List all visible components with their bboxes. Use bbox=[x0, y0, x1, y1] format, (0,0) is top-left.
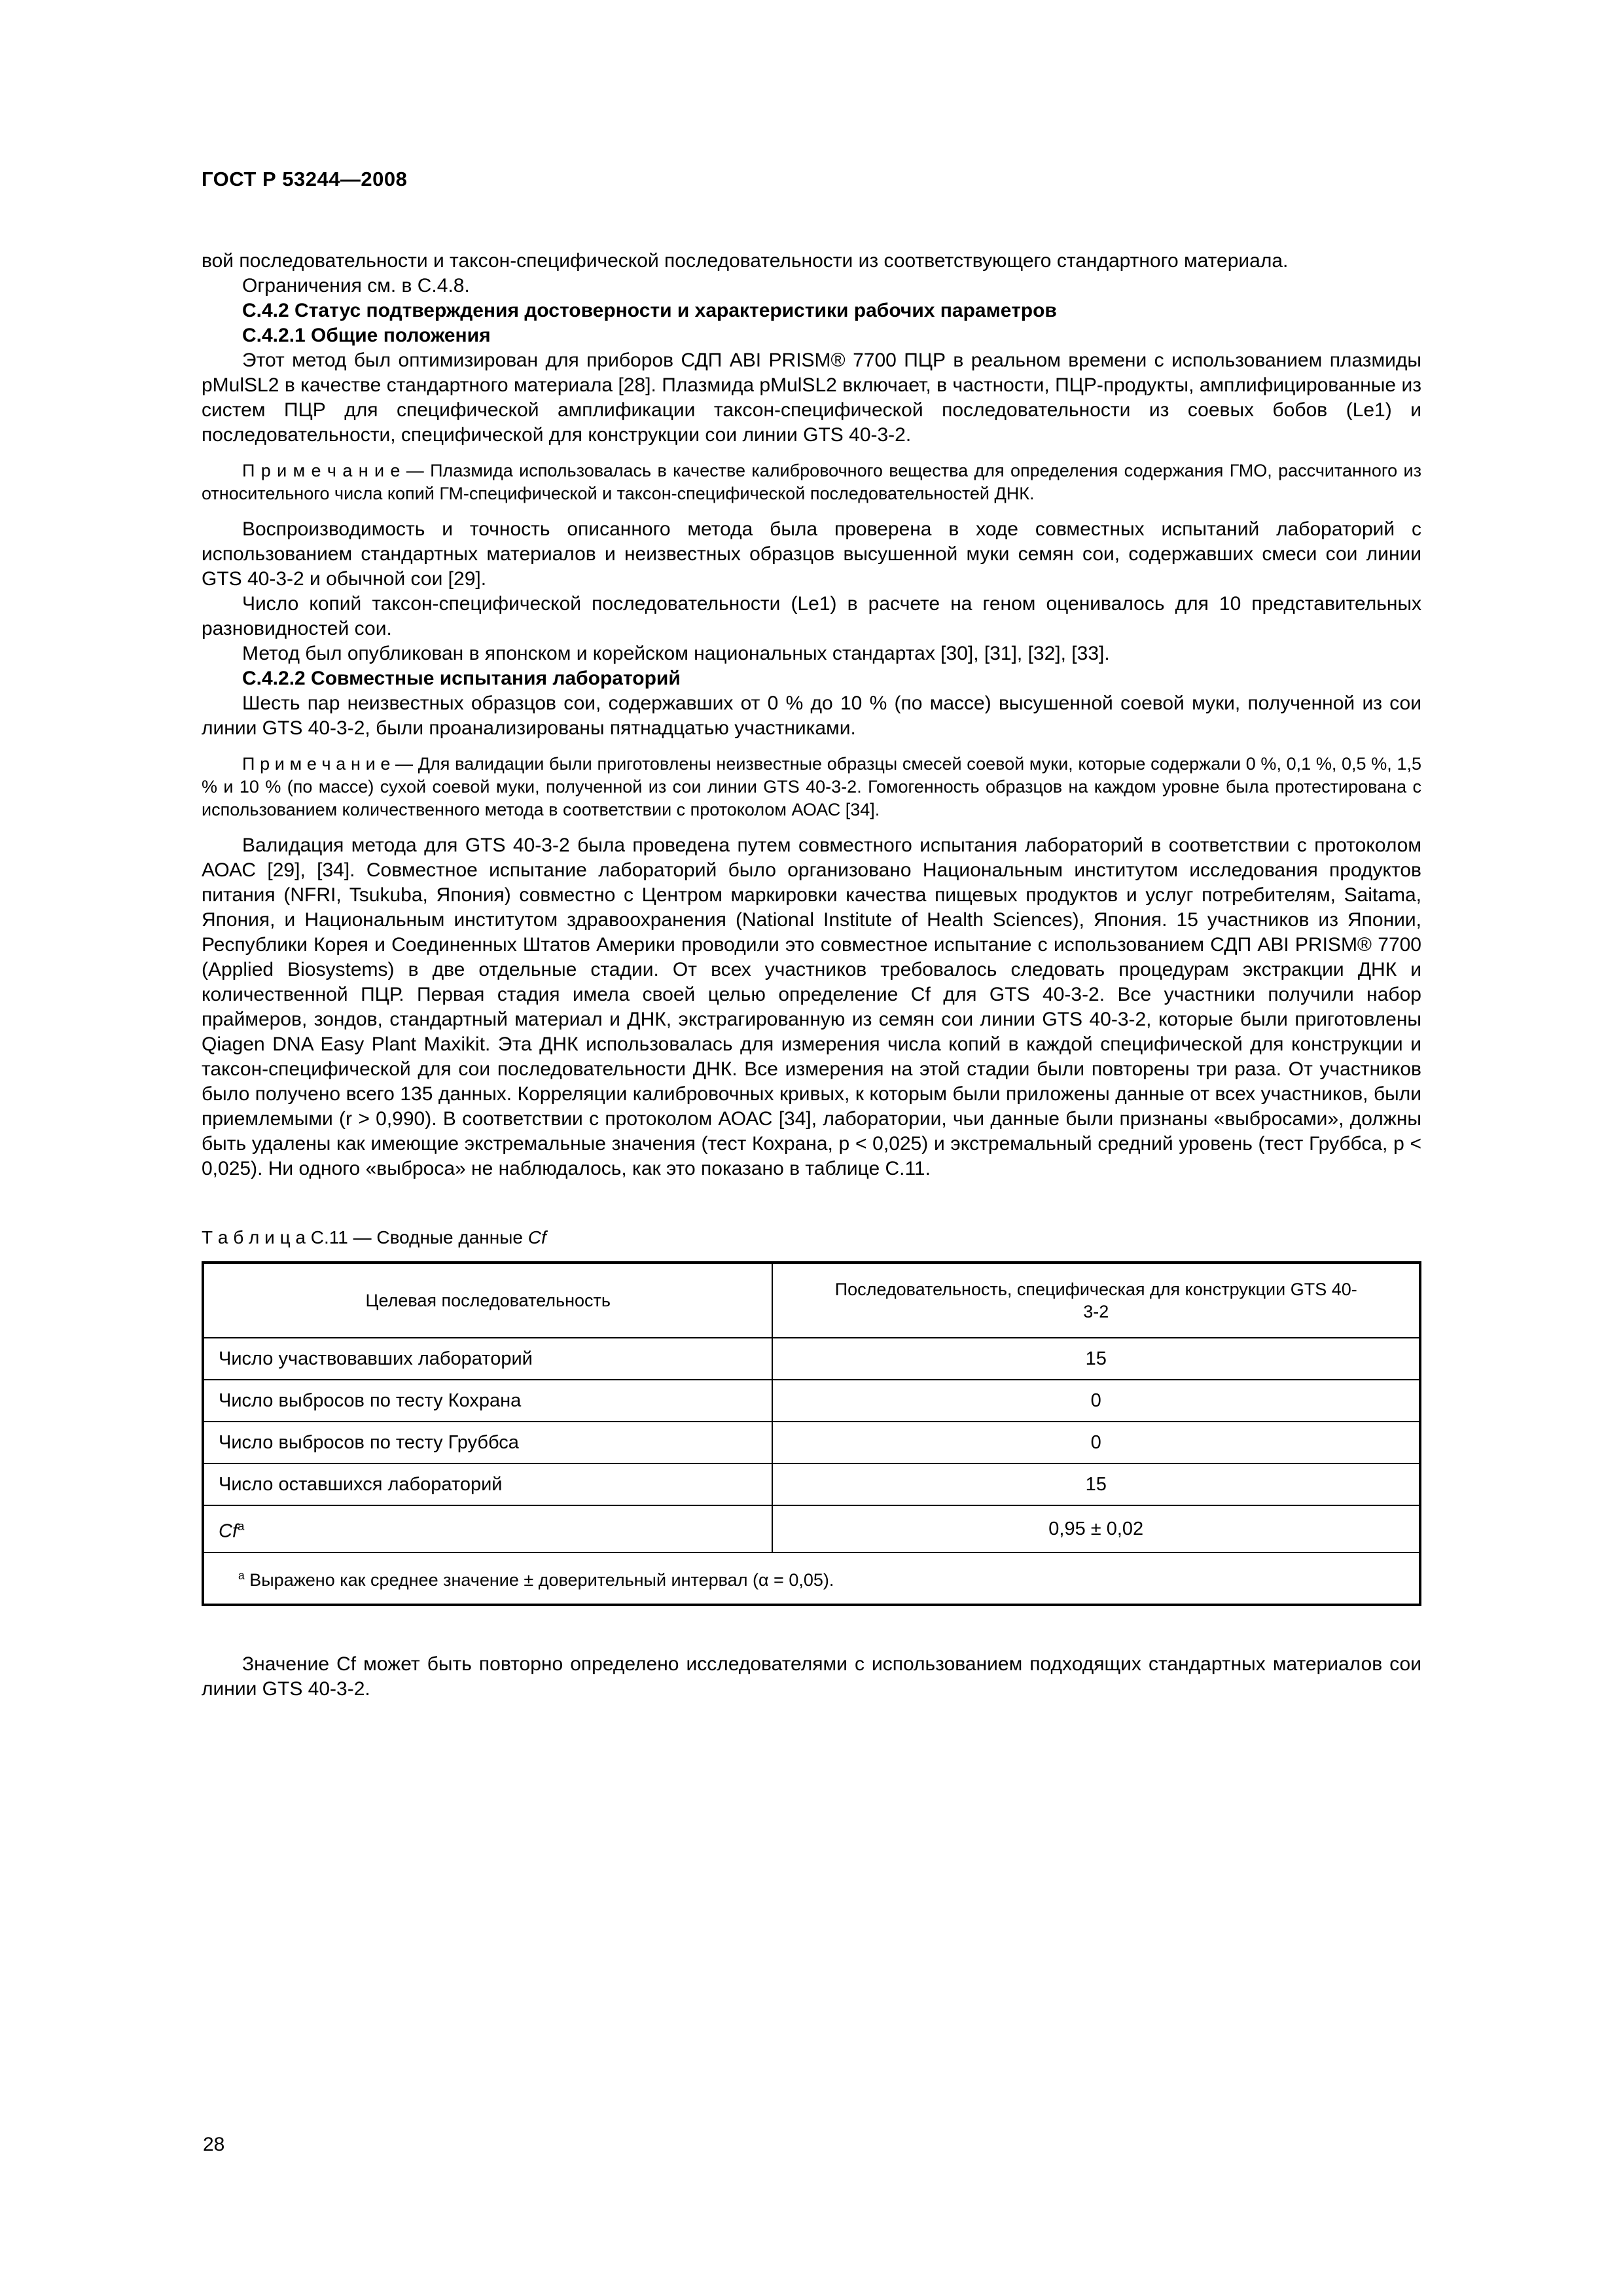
document-header: ГОСТ Р 53244—2008 bbox=[202, 168, 408, 190]
page-number: 28 bbox=[203, 2134, 225, 2155]
table-footnote bbox=[203, 1552, 1420, 1605]
table-cell-value: 15 bbox=[772, 1463, 1420, 1505]
table-cell-label: Число оставшихся лабораторий bbox=[203, 1463, 772, 1505]
cf-term: Cf bbox=[219, 1520, 238, 1542]
section-heading: С.4.2.2 Совместные испытания лабораторий bbox=[242, 668, 681, 689]
table-cell-label: Число выбросов по тесту Груббса bbox=[203, 1422, 772, 1463]
paragraph: Воспроизводимость и точность описанного метода была проверена в ходе совместных испытаний лабораторий с использованием стандартных материалов и неизвестных образцов высушенной муки семян сои, содержавших смеси сои линии GTS 40-3-2 и обычной сои [29]. bbox=[202, 518, 1421, 590]
paragraph: Число копий таксон-специфической последовательности (Le1) в расчете на геном оценивалось для 10 представительных разновидностей сои. bbox=[202, 593, 1421, 639]
table-cell-value: 15 bbox=[772, 1338, 1420, 1380]
section-heading: С.4.2.1 Общие положения bbox=[242, 325, 491, 346]
table-caption-term: Cf bbox=[527, 1227, 546, 1247]
table-caption-text: Т а б л и ц а С.11 — Сводные данные bbox=[202, 1227, 528, 1247]
table-cell-value: 0 bbox=[772, 1422, 1420, 1463]
paragraph: Ограничения см. в С.4.8. bbox=[242, 275, 470, 296]
note: П р и м е ч а н и е — Плазмида использовалась в качестве калибровочного вещества для определения содержания ГМО, рассчитанного из относительного числа копий ГМ-специфической и таксон-специфической последовательностей ДНК. bbox=[202, 461, 1421, 503]
table-cell-value: 0,95 ± 0,02 bbox=[772, 1505, 1420, 1552]
footnote-marker: a bbox=[238, 1568, 245, 1582]
table-footnote-row bbox=[203, 1552, 1420, 1605]
paragraph: Валидация метода для GTS 40-3-2 была проведена путем совместного испытания лабораторий в соответствии с протоколом АОАС [29], [34]. Совместное испытание лабораторий было организовано Национальным институтом исследования продуктов питания (NFRI, Tsukuba, Япония) совместно с Центром маркировки качества пищевых продуктов и услуг потребителям, Saitama, Япония, и Национальным институтом здравоохранения (National Institute of Health Sciences), Япония. 15 участников из Японии, Республики Корея и Соединенных Штатов Америки проводили это совместное испытание с использованием СДП ABI PRISM® 7700 (Applied Biosystems) в две отдельные стадии. От всех участников требовалось следовать процедурам экстракции ДНК и количественной ПЦР. Первая стадия имела своей целью определение Cf для GTS 40-3-2. Все участники получили набор праймеров, зондов, стандартный материал и ДНК, экстрагированную из семян сои линии GTS 40-3-2, которые были приготовлены Qiagen DNA Easy Plant Maxikit. Эта ДНК использовалась для измерения числа копий в каждой специфической для конструкции и таксон-специфической для сои последовательности ДНК. Все измерения на этой стадии были повторены три раза. От участников было получено всего 135 данных. Корреляции калибровочных кривых, к которым были приложены данные от всех участников, были приемлемыми (r > 0,990). В соответствии с протоколом АОАС [34], лаборатории, чьи данные были признаны «выбросами», должны быть удалены как имеющие экстремальные значения (тест Кохрана, p < 0,025) и экстремальный средний уровень (тест Груббса, p < 0,025). Ни одного «выброса» не наблюдалось, как это показано в таблице С.11. bbox=[202, 834, 1421, 1179]
footnote-marker: a bbox=[238, 1519, 245, 1533]
table-header-target-sequence: Целевая последовательность bbox=[203, 1263, 772, 1338]
table-cell-label bbox=[203, 1505, 772, 1552]
note: П р и м е ч а н и е — Для валидации были приготовлены неизвестные образцы смесей соевой муки, которые содержали 0 %, 0,1 %, 0,5 %, 1,5 % и 10 % (по массе) сухой соевой муки, полученной из сои линии GTS 40-3-2. Гомогенность образцов на каждом уровне была протестирована с использованием количественного метода в соответствии с протоколом АОАС [34]. bbox=[202, 754, 1421, 819]
table-header-row bbox=[203, 1263, 1420, 1338]
footnote-text: Выражено как среднее значение ± доверительный интервал (α = 0,05). bbox=[244, 1570, 834, 1590]
table-row bbox=[203, 1505, 1420, 1552]
summary-table bbox=[202, 1261, 1421, 1606]
table-section bbox=[202, 1227, 1421, 1606]
paragraph: вой последовательности и таксон-специфической последовательности из соответствующего стандартного материала. bbox=[202, 250, 1289, 272]
table-row bbox=[203, 1463, 1420, 1505]
paragraph: Значение Cf может быть повторно определено исследователями с использованием подходящих стандартных материалов сои линии GTS 40-3-2. bbox=[202, 1653, 1421, 1700]
table-cell-value: 0 bbox=[772, 1380, 1420, 1422]
paragraph: Шесть пар неизвестных образцов сои, содержавших от 0 % до 10 % (по массе) высушенной соевой муки, полученной из сои линии GTS 40-3-2, были проанализированы пятнадцатью участниками. bbox=[202, 692, 1421, 739]
paragraph: Этот метод был оптимизирован для приборов СДП ABI PRISM® 7700 ПЦР в реальном времени с использованием плазмиды pMulSL2 в качестве стандартного материала [28]. Плазмида pMulSL2 включает, в частности, ПЦР-продукты, амплифицированные из систем ПЦР для специфической амплификации таксон-специфической последовательности из соевых бобов (Le1) и последовательности, специфической для конструкции сои линии GTS 40-3-2. bbox=[202, 350, 1421, 446]
table-caption bbox=[202, 1227, 1421, 1248]
table-row bbox=[203, 1338, 1420, 1380]
page-content bbox=[202, 168, 1421, 1702]
table-cell-label: Число выбросов по тесту Кохрана bbox=[203, 1380, 772, 1422]
table-row bbox=[203, 1422, 1420, 1463]
paragraph: Метод был опубликован в японском и корейском национальных стандартах [30], [31], [32], [33]. bbox=[242, 643, 1110, 664]
table-cell-label: Число участвовавших лабораторий bbox=[203, 1338, 772, 1380]
table-row bbox=[203, 1380, 1420, 1422]
section-heading: С.4.2 Статус подтверждения достоверности и характеристики рабочих параметров bbox=[242, 300, 1057, 321]
table-header-construct-sequence: Последовательность, специфическая для конструкции GTS 40-3-2 bbox=[772, 1263, 1420, 1338]
